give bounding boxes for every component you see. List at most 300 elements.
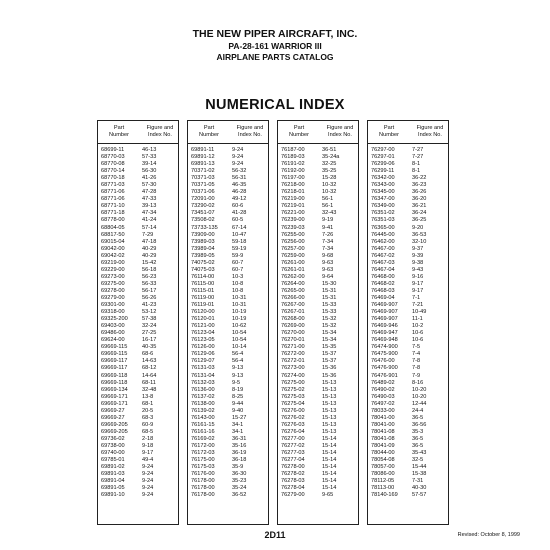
figure-index: 9-63 (322, 266, 334, 273)
publisher-title: THE NEW PIPER AIRCRAFT, INC. (192, 28, 358, 40)
catalog-title: AIRPLANE PARTS CATALOG (216, 52, 334, 62)
part-number: 69279-00 (101, 294, 125, 301)
table-row (98, 443, 178, 450)
part-number: 69740-00 (101, 450, 125, 457)
part-number: 76468-02 (371, 280, 395, 287)
figure-index: 36-22 (412, 175, 427, 182)
figure-index: 56-17 (142, 287, 157, 294)
table-row (188, 443, 268, 450)
table-row (368, 387, 448, 394)
table-row (278, 154, 358, 161)
part-number: 69669-171 (101, 393, 128, 400)
part-number: 76256-00 (281, 238, 305, 245)
figure-index: 9-64 (322, 273, 334, 280)
figure-index: 59-19 (232, 245, 247, 252)
part-number: 76175-03 (191, 464, 215, 471)
part-number: 78044-00 (371, 450, 395, 457)
index-column-1 (97, 120, 179, 525)
table-row (98, 175, 178, 182)
part-number: 76219-01 (281, 203, 305, 210)
part-number: 69301-00 (101, 302, 125, 309)
table-row (188, 394, 268, 401)
part-number: 68771-03 (101, 182, 125, 189)
figure-index: 10-6 (412, 337, 424, 344)
aircraft-model: PA-28-161 WARRIOR III (228, 41, 322, 51)
figure-index-header: Figure and Index No. (416, 125, 444, 138)
table-row (368, 225, 448, 232)
table-row (368, 380, 448, 387)
figure-index: 47-18 (142, 238, 157, 245)
figure-index: 9-24 (142, 478, 154, 485)
table-row (188, 232, 268, 239)
figure-index: 10-6 (412, 330, 424, 337)
part-number: 76275-00 (281, 379, 305, 386)
table-row (98, 316, 178, 323)
part-number: 74075-03 (191, 266, 215, 273)
part-number: 68771-06 (101, 189, 125, 196)
table-row (368, 429, 448, 436)
figure-index: 9-38 (412, 259, 424, 266)
table-row (368, 203, 448, 210)
part-number: 78041-00 (371, 414, 395, 421)
table-row (98, 344, 178, 351)
figure-index: 35-43 (412, 450, 427, 457)
figure-index: 11-1 (412, 316, 423, 323)
table-row (278, 309, 358, 316)
table-row (368, 295, 448, 302)
part-number: 68770-18 (101, 175, 125, 182)
part-number: 76469-04 (371, 294, 395, 301)
figure-index: 10-20 (412, 393, 427, 400)
part-number: 69736-02 (101, 435, 125, 442)
part-number: 76278-03 (281, 478, 305, 485)
part-number: 76490-02 (371, 386, 395, 393)
table-row (278, 232, 358, 239)
index-rows (98, 144, 178, 499)
table-row (278, 189, 358, 196)
figure-index: 35-25 (322, 168, 337, 175)
part-number: 69486-00 (101, 330, 125, 337)
table-row (188, 358, 268, 365)
figure-index: 36-5 (412, 435, 424, 442)
table-row (188, 429, 268, 436)
part-number: 76172-03 (191, 450, 215, 457)
part-number: 68771-06 (101, 196, 125, 203)
table-row (98, 422, 178, 429)
figure-index: 60-6 (232, 203, 244, 210)
part-number: 69669-27 (101, 407, 125, 414)
part-number: 76119-00 (191, 294, 215, 301)
part-number: 76277-00 (281, 435, 305, 442)
figure-index: 15-34 (322, 330, 337, 337)
table-row (98, 253, 178, 260)
table-row (278, 450, 358, 457)
part-number-header: Part Number (109, 125, 129, 138)
figure-index: 56-31 (232, 175, 247, 182)
part-number: 76497-02 (371, 400, 395, 407)
table-row (368, 154, 448, 161)
part-number: 76297-00 (371, 147, 395, 153)
table-row (368, 365, 448, 372)
figure-index: 57-30 (142, 182, 157, 189)
part-number: 76277-02 (281, 442, 305, 449)
table-row (98, 309, 178, 316)
figure-index: 15-13 (322, 407, 337, 414)
table-row (278, 401, 358, 408)
table-row (188, 330, 268, 337)
part-number: 76131-03 (191, 365, 215, 372)
table-row (368, 373, 448, 380)
table-row (98, 168, 178, 175)
figure-index: 9-17 (412, 280, 424, 287)
part-number: 76129-06 (191, 351, 215, 358)
part-number: 76278-00 (281, 464, 305, 471)
table-row (278, 478, 358, 485)
table-row (278, 380, 358, 387)
figure-index: 10-8 (232, 280, 244, 287)
part-number: 73989-04 (191, 245, 215, 252)
figure-index: 56-33 (142, 280, 157, 287)
figure-index: 8-16 (412, 379, 424, 386)
part-number: 76178-00 (191, 492, 215, 499)
figure-index: 9-18 (142, 442, 154, 449)
part-number: 76278-02 (281, 471, 305, 478)
figure-index: 15-34 (322, 337, 337, 344)
part-number: 76262-00 (281, 273, 305, 280)
figure-index: 15-32 (322, 316, 337, 323)
figure-index: 15-14 (322, 478, 337, 485)
figure-index: 9-65 (322, 492, 334, 499)
table-row (278, 330, 358, 337)
table-row (98, 365, 178, 372)
table-row (188, 182, 268, 189)
part-number: 76273-00 (281, 365, 305, 372)
part-number: 76467-03 (371, 259, 395, 266)
part-number: 70371-05 (191, 182, 215, 189)
table-row (278, 373, 358, 380)
part-number: 76271-00 (281, 344, 305, 351)
figure-index: 7-9 (412, 372, 421, 379)
figure-index: 15-13 (322, 386, 337, 393)
table-row (368, 288, 448, 295)
table-row (278, 302, 358, 309)
part-number: 69891-02 (101, 464, 125, 471)
figure-index: 7-27 (412, 154, 424, 161)
figure-index: 60-7 (232, 266, 244, 273)
part-number: 76476-900 (371, 365, 398, 372)
table-row (368, 232, 448, 239)
figure-index: 32-5 (412, 457, 424, 464)
table-row (188, 365, 268, 372)
figure-index: 35-24a (322, 154, 340, 161)
index-rows (368, 144, 448, 499)
figure-index: 7-21 (412, 302, 424, 309)
table-row (188, 344, 268, 351)
part-number: 68817-50 (101, 231, 125, 238)
table-row (368, 450, 448, 457)
figure-index: 9-17 (142, 450, 154, 457)
table-row (98, 267, 178, 274)
figure-index: 15-14 (322, 435, 337, 442)
figure-index: 15-31 (322, 287, 337, 294)
figure-index: 8-19 (232, 386, 244, 393)
figure-index: 10-32 (322, 182, 337, 189)
figure-index: 7-1 (412, 294, 421, 301)
part-number: 76342-00 (371, 175, 395, 182)
table-row (368, 196, 448, 203)
figure-index: 7-8 (412, 358, 421, 365)
part-number: 69042-02 (101, 252, 125, 259)
part-number: 78041-09 (371, 442, 395, 449)
part-number: 78033-00 (371, 407, 395, 414)
part-number: 76462-00 (371, 238, 395, 245)
table-row (278, 253, 358, 260)
page-number: 2D11 (264, 530, 286, 540)
part-number: 78041-00 (371, 421, 395, 428)
table-row (188, 316, 268, 323)
figure-index: 15-37 (322, 358, 337, 365)
figure-index: 9-5 (232, 379, 241, 386)
table-row (368, 485, 448, 492)
part-number: 69219-00 (101, 259, 125, 266)
table-row (98, 492, 178, 499)
table-row (98, 380, 178, 387)
table-row (368, 267, 448, 274)
part-number: 76297-01 (371, 154, 395, 161)
column-header (368, 121, 448, 144)
table-row (188, 337, 268, 344)
part-number: 76272-00 (281, 351, 305, 358)
table-row (188, 210, 268, 217)
figure-index: 41-24 (142, 217, 157, 224)
table-row (368, 217, 448, 224)
part-number: 76476-901 (371, 372, 398, 379)
figure-index: 56-30 (142, 168, 157, 175)
table-row (278, 196, 358, 203)
table-row (98, 154, 178, 161)
figure-index: 10-14 (232, 344, 247, 351)
part-number: 69325-200 (101, 316, 128, 323)
figure-index: 59-9 (232, 252, 244, 259)
figure-index: 15-14 (322, 457, 337, 464)
table-row (188, 302, 268, 309)
part-number: 78086-00 (371, 471, 395, 478)
table-row (98, 281, 178, 288)
table-row (368, 182, 448, 189)
figure-index: 36-24 (412, 210, 427, 217)
table-row (368, 408, 448, 415)
figure-index: 36-51 (322, 147, 337, 153)
figure-index: 14-64 (142, 372, 157, 379)
table-row (98, 471, 178, 478)
figure-index: 35-3 (412, 428, 424, 435)
figure-index: 15-14 (322, 442, 337, 449)
figure-index: 7-8 (412, 365, 421, 372)
figure-index: 34-1 (232, 428, 244, 435)
part-number: 78113-00 (371, 485, 395, 492)
table-row (368, 436, 448, 443)
figure-index: 46-13 (142, 147, 157, 153)
figure-index: 15-27 (232, 414, 247, 421)
figure-index: 49-4 (142, 457, 154, 464)
figure-index: 7-5 (412, 344, 421, 351)
figure-index: 47-33 (142, 196, 157, 203)
part-number: 70371-03 (191, 175, 215, 182)
figure-index: 56-1 (322, 203, 334, 210)
figure-index: 9-63 (322, 259, 334, 266)
table-row (278, 182, 358, 189)
part-number: 76132-03 (191, 379, 215, 386)
part-number: 78112-05 (371, 478, 395, 485)
figure-index: 15-28 (322, 175, 337, 182)
table-row (98, 394, 178, 401)
table-row (278, 422, 358, 429)
part-number: 73733-135 (191, 224, 218, 231)
figure-index: 15-13 (322, 379, 337, 386)
table-row (368, 351, 448, 358)
table-row (98, 147, 178, 154)
part-number: 76275-03 (281, 393, 305, 400)
part-number: 68771-10 (101, 203, 125, 210)
table-row (278, 457, 358, 464)
part-number: 76161-16 (191, 428, 215, 435)
part-number: 78054-08 (371, 457, 395, 464)
figure-index: 68-5 (142, 428, 154, 435)
part-number: 76192-00 (281, 168, 305, 175)
figure-index: 15-31 (322, 294, 337, 301)
part-number: 78041-08 (371, 435, 395, 442)
figure-index: 47-34 (142, 210, 157, 217)
index-column-2 (187, 120, 269, 525)
part-number: 76175-00 (191, 457, 215, 464)
table-row (368, 309, 448, 316)
figure-index: 53-12 (142, 309, 157, 316)
figure-index: 15-37 (322, 351, 337, 358)
figure-index: 56-4 (232, 351, 244, 358)
part-number: 76219-00 (281, 196, 305, 203)
part-number: 76299-06 (371, 161, 395, 168)
part-number: 76275-04 (281, 400, 305, 407)
part-number: 76468-03 (371, 287, 395, 294)
table-row (188, 239, 268, 246)
figure-index: 56-1 (322, 196, 334, 203)
table-row (368, 246, 448, 253)
column-header (278, 121, 358, 144)
table-row (98, 436, 178, 443)
figure-index: 9-17 (412, 287, 424, 294)
part-number: 76345-00 (371, 189, 395, 196)
part-number: 69669-118 (101, 379, 128, 386)
table-row (278, 175, 358, 182)
figure-index-header: Figure and Index No. (146, 125, 174, 138)
figure-index: 15-13 (322, 414, 337, 421)
figure-index: 27-25 (142, 330, 157, 337)
part-number: 69669-117 (101, 358, 128, 365)
part-number: 76197-00 (281, 175, 305, 182)
part-number: 76264-00 (281, 280, 305, 287)
table-row (278, 203, 358, 210)
figure-index: 36-5 (412, 442, 424, 449)
part-number: 69891-03 (101, 471, 125, 478)
part-number: 76275-02 (281, 386, 305, 393)
revision-date: Revised: October 8, 1999 (457, 532, 520, 538)
table-row (368, 323, 448, 330)
part-number: 76169-02 (191, 435, 215, 442)
figure-index: 9-16 (412, 273, 424, 280)
figure-index: 15-13 (322, 400, 337, 407)
figure-index: 15-33 (322, 302, 337, 309)
table-row (188, 485, 268, 492)
figure-index: 32-10 (412, 238, 427, 245)
table-row (278, 492, 358, 499)
part-number: 69403-00 (101, 323, 125, 330)
table-row (368, 478, 448, 485)
part-number: 73508-02 (191, 217, 215, 224)
figure-index: 15-13 (322, 393, 337, 400)
part-number: 76178-00 (191, 478, 215, 485)
part-number: 69669-171 (101, 400, 128, 407)
figure-index: 10-2 (412, 323, 424, 330)
figure-index: 40-29 (142, 252, 157, 259)
table-row (188, 373, 268, 380)
figure-index: 15-30 (322, 280, 337, 287)
table-row (188, 168, 268, 175)
figure-index: 9-39 (412, 252, 424, 259)
table-row (188, 387, 268, 394)
table-row (368, 239, 448, 246)
figure-index: 36-5 (412, 414, 424, 421)
part-number: 76277-03 (281, 450, 305, 457)
table-row (98, 373, 178, 380)
part-number-header: Part Number (289, 125, 309, 138)
figure-index: 15-14 (322, 471, 337, 478)
figure-index: 68-3 (142, 414, 154, 421)
table-row (188, 323, 268, 330)
figure-index: 10-31 (232, 302, 247, 309)
part-number: 76475-900 (371, 351, 398, 358)
part-number: 76267-01 (281, 309, 305, 316)
table-row (98, 295, 178, 302)
figure-index: 41-28 (232, 210, 247, 217)
part-number: 76274-00 (281, 372, 305, 379)
part-number: 76349-00 (371, 203, 395, 210)
figure-index: 47-28 (142, 189, 157, 196)
figure-index: 10-19 (232, 309, 247, 316)
figure-index: 7-31 (412, 478, 424, 485)
part-number: 69318-00 (101, 309, 125, 316)
figure-index: 32-24 (142, 323, 157, 330)
part-number: 73989-03 (191, 238, 215, 245)
table-row (368, 260, 448, 267)
table-row (368, 394, 448, 401)
table-row (188, 401, 268, 408)
figure-index: 13-8 (142, 393, 154, 400)
figure-index: 10-3 (232, 273, 244, 280)
table-row (98, 401, 178, 408)
table-row (98, 351, 178, 358)
part-number: 76469-948 (371, 337, 398, 344)
table-row (98, 478, 178, 485)
part-number: 76276-00 (281, 407, 305, 414)
table-row (278, 485, 358, 492)
table-row (368, 302, 448, 309)
table-row (188, 457, 268, 464)
part-number: 76261-01 (281, 266, 305, 273)
part-number: 76176-00 (191, 471, 215, 478)
part-number: 76131-04 (191, 372, 215, 379)
part-number: 76468-00 (371, 273, 395, 280)
table-row (278, 429, 358, 436)
